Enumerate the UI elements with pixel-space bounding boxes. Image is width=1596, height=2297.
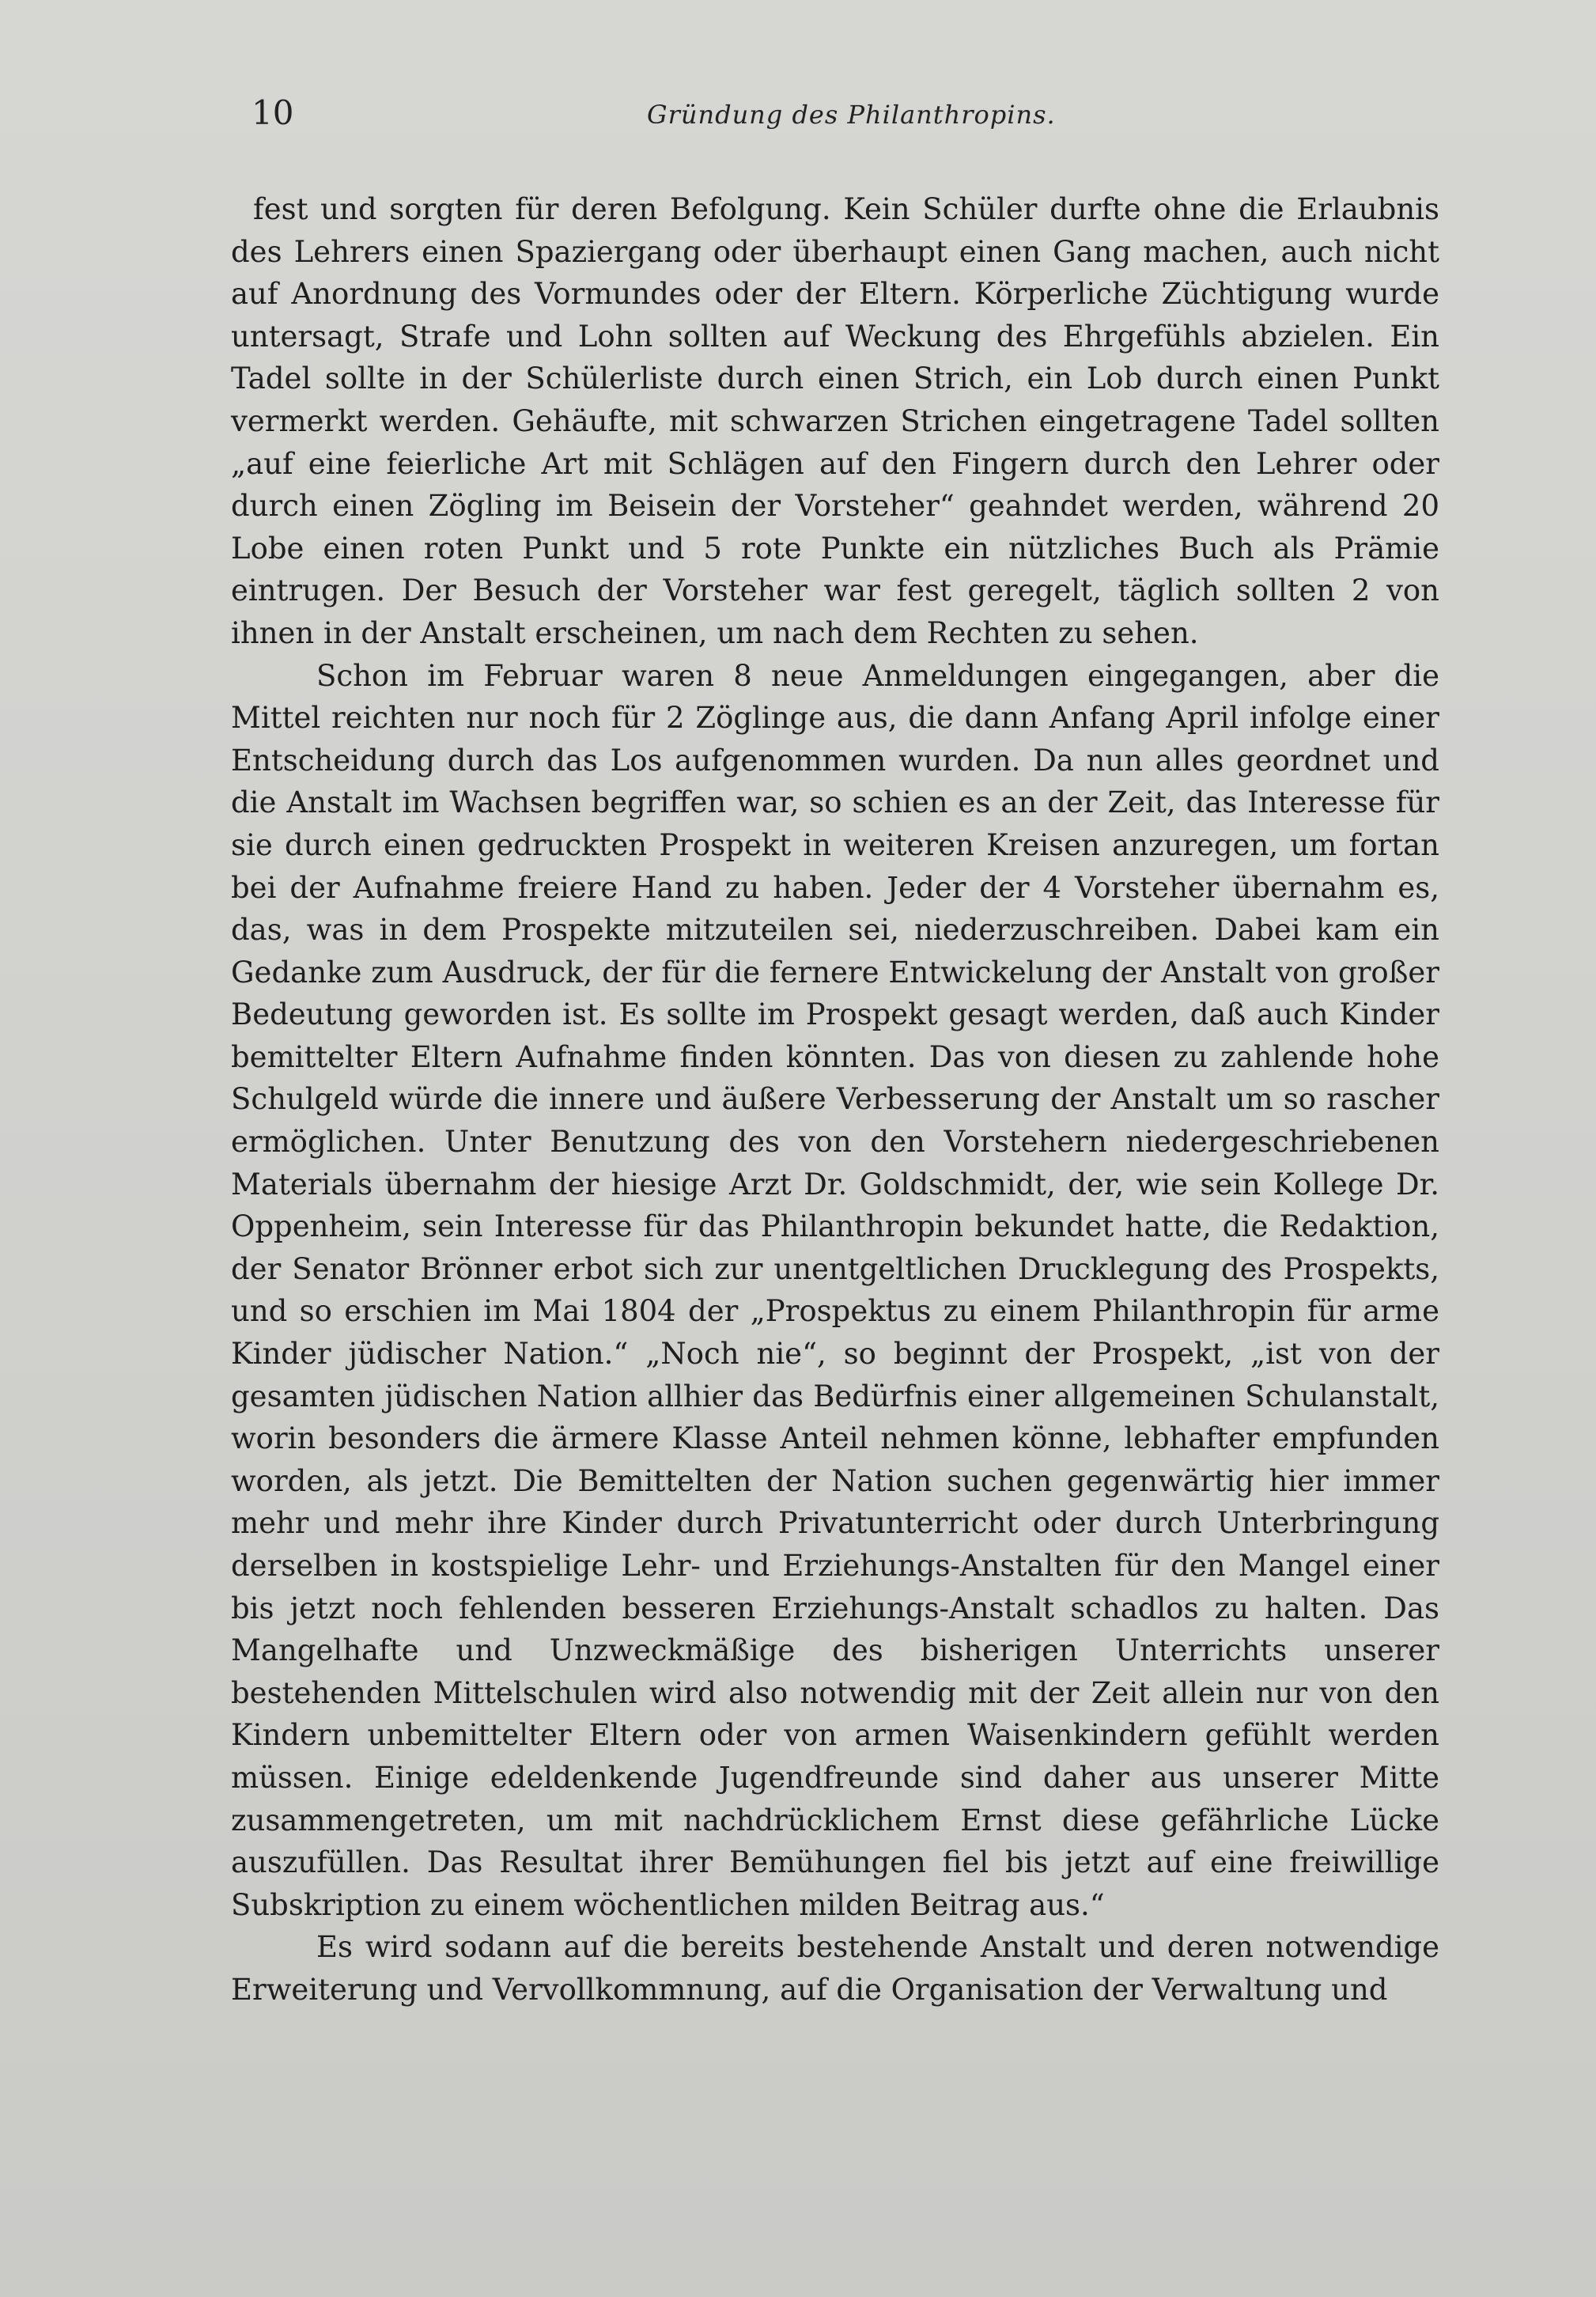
page-number: 10 xyxy=(252,93,294,132)
page-header xyxy=(252,93,1438,141)
running-title: Gründung des Philanthropins. xyxy=(647,100,1056,130)
paragraph-3: Es wird sodann auf die bereits bestehende Anstalt und deren notwendige Erweiterung und Vervollkommnung, auf die Organisation der Verwaltung und xyxy=(231,1930,1439,2007)
paragraph-2: Schon im Februar waren 8 neue Anmeldungen eingegangen, aber die Mittel reichten nur noch für 2 Zöglinge aus, die dann Anfang April infolge einer Entscheidung durch das Los aufgenommen wurden. Da nun alles geordnet und die Anstalt im Wachsen begriffen war, so schien es an der Zeit, das Interesse für sie durch einen gedruckten Prospekt in weiteren Kreisen anzuregen, um fortan bei der Aufnahme freiere Hand zu haben. Jeder der 4 Vorsteher übernahm es, das, was in dem Prospekte mitzuteilen sei, niederzuschreiben. Dabei kam ein Gedanke zum Ausdruck, der für die fernere Entwickelung der Anstalt von großer Bedeutung geworden ist. Es sollte im Prospekt gesagt werden, daß auch Kinder bemittelter Eltern Aufnahme finden könnten. Das von diesen zu zahlende hohe Schulgeld würde die innere und äußere Verbesserung der Anstalt um so rascher ermöglichen. Unter Benutzung des von den Vorstehern niedergeschriebenen Materials übernahm der hiesige Arzt Dr. Goldschmidt, der, wie sein Kollege Dr. Oppenheim, sein Interesse für das Philanthropin bekundet hatte, die Redaktion, der Senator Brönner erbot sich zur unentgeltlichen Drucklegung des Prospekts, und so erschien im Mai 1804 der „Prospektus zu einem Philanthropin für arme Kinder jüdischer Nation.“ „Noch nie“, so beginnt der Prospekt, „ist von der gesamten jüdischen Nation allhier das Bedürfnis einer allgemeinen Schulanstalt, worin besonders die ärmere Klasse Anteil nehmen könne, lebhafter empfunden worden, als jetzt. Die Bemittelten der Nation suchen gegenwärtig hier immer mehr und mehr ihre Kinder durch Privatunterricht oder durch Unterbringung derselben in kostspielige Lehr- und Erziehungs-Anstalten für den Mangel einer bis jetzt noch fehlenden besseren Erziehungs-Anstalt schadlos zu halten. Das Mangelhafte und Unzweckmäßige des bisherigen Unterrichts unserer bestehenden Mittelschulen wird also notwendig mit der Zeit allein nur von den Kindern unbemittelter Eltern oder von armen Waisenkindern gefühlt werden müssen. Einige edeldenkende Jugendfreunde sind daher aus unserer Mitte zusammengetreten, um mit nachdrücklichem Ernst diese gefährliche Lücke auszufüllen. Das Resultat ihrer Bemühungen fiel bis jetzt auf eine freiwillige Subskription zu einem wöchentlichen milden Beitrag aus.“ xyxy=(231,658,1439,1922)
paragraph-1: fest und sorgten für deren Befolgung. Kein Schüler durfte ohne die Erlaubnis des Lehrers einen Spaziergang oder überhaupt einen Gang machen, auch nicht auf Anordnung des Vormundes oder der Eltern. Körperliche Züchtigung wurde untersagt, Strafe und Lohn sollten auf Weckung des Ehrgefühls abzielen. Ein Tadel sollte in der Schülerliste durch einen Strich, ein Lob durch einen Punkt vermerkt werden. Gehäufte, mit schwarzen Strichen eingetragene Tadel sollten „auf eine feierliche Art mit Schlägen auf den Fingern durch den Lehrer oder durch einen Zögling im Beisein der Vorsteher“ geahndet werden, während 20 Lobe einen roten Punkt und 5 rote Punkte ein nützliches Buch als Prämie eintrugen. Der Besuch der Vorsteher war fest geregelt, täglich sollten 2 von ihnen in der Anstalt erscheinen, um nach dem Rechten zu sehen. xyxy=(231,192,1439,650)
body-text xyxy=(231,188,1439,2011)
